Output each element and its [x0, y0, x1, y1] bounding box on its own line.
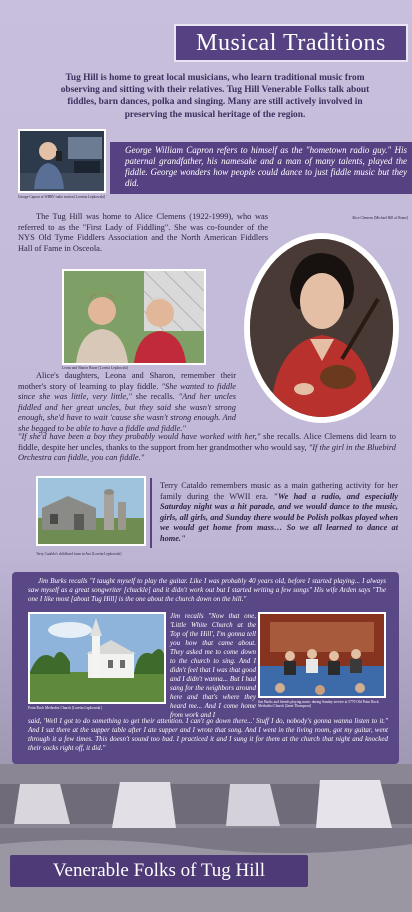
alice-portrait	[250, 239, 393, 417]
waterfall-art	[0, 764, 412, 912]
band-caption: Jim Burks and friends playing music during Sunday service at 5770 Old Point Rock Methodist Church [Janet Thompson]	[258, 700, 379, 709]
alice-paragraph-2	[18, 371, 236, 435]
george-photo-art	[20, 131, 104, 191]
footer-title: Venerable Folks of Tug Hill	[52, 860, 266, 881]
daughters-photo-art	[64, 271, 204, 363]
footer-banner	[10, 855, 308, 887]
alice-p3-mid: she recalls. Alice Clemens did learn to fiddle, despite her uncles, thanks to the support from her grandmother who would say,	[18, 432, 396, 452]
daughters-photo	[62, 269, 206, 365]
daughters-caption: Leona and Sharon Bauer [Loretta Lepkowski]	[62, 366, 129, 370]
terry-quote: "We had a radio, and especially Saturday night was a hit parade, and we would dance to the music, girls, all girls, and Sunday there would be Polish polkas played when we would get home from mass… So we all learned to dance at home."	[160, 491, 398, 543]
band-photo	[258, 612, 386, 698]
terry-text-start: Terry Cataldo remembers music as a main gathering activity for her family during the WWII era.	[160, 481, 398, 501]
alice-paragraph-3	[18, 432, 396, 464]
farm-photo-art	[38, 478, 144, 544]
terry-accent-bar	[150, 478, 152, 548]
intro-text: Tug Hill is home to great local musicians, who learn traditional music from observing and sitting with their relatives. Tug Hill Venerable Folks talk about fiddles, barn dances, polka and singing. Many are still actively involved in preserving the musical heritage of the region.	[60, 73, 370, 120]
alice-portrait-frame	[244, 233, 399, 423]
alice-p2-start: Alice's daughters, Leona and Sharon, remember their mother's story of learning to play fiddle.	[18, 371, 236, 391]
alice-p2-quote: "She wanted to fiddle since she was little, very little,"	[18, 381, 237, 402]
farm-photo	[36, 476, 146, 546]
terry-text	[160, 481, 398, 545]
jim-paragraph-1: Jim Burks recalls "I taught myself to play the guitar. Like I was probably 40 years old, before I started playing... I always saw myself as a great songwriter [chuckle] and it didn't work out but I started writing a few songs" His wife Arden says "The one I like most [about Tug Hill] is the one about the church down on the hill."	[28, 577, 386, 603]
band-photo-art	[260, 614, 384, 696]
alice-p3-quote: "If she'd have been a boy they probably would have worked with her,"	[18, 432, 261, 441]
church-photo-art	[30, 614, 164, 702]
jim-paragraph-3: said, 'Well I got to do something to get their attention. I can't go down there...' Stuff I do, nobody's gonna wanna listen to it." And I sat there at the supper table after I ate supper and I wrote that song. And I went in the living room, got my guitar, went through it a few times. This doesn't sound too bad. I practiced it and I sung it for them at the church that night and knocked their socks right off, it did."	[28, 717, 388, 752]
george-photo	[18, 129, 106, 193]
farm-caption: Terry Cataldo's childhood farm in Ava [Loretta Lepkowski]	[36, 552, 122, 556]
alice-p2-mid: she recalls.	[131, 392, 179, 402]
alice-p2-quote2: "And her uncles fiddled and her great uncles, but they said she wasn't strong enough, she'd have to wait 'cause she wasn't strong enough. And she begged to be able to have a fiddle and fiddle."	[18, 392, 236, 433]
title-banner	[174, 24, 408, 62]
alice-p3-quote2: "If the girl in the Bluebird Orchestra can fiddle, you can fiddle."	[18, 442, 396, 463]
waterfall-background	[0, 764, 412, 912]
alice-portrait-art	[250, 239, 393, 417]
alice-portrait-caption: Alice Clemens [Michael Hill of Rome]	[351, 216, 408, 220]
jim-paragraph-2: Jim recalls "Now that one, 'Little White Church at the Top of the Hill', I'm gonna tell you how that came about. They asked me to come down to the church to sing. And I didn't feel that I was that good and I didn't wanna... But I had sang for the neighbors around here and that's where they heard me... And I come home from work and I	[170, 612, 256, 719]
george-text: George William Capron refers to himself as the "hometown radio guy." His paternal grandfather, his namesake and a man of many talents, played the fiddle. George wonders how people could dance to just fiddle music but they did.	[125, 145, 407, 188]
page-title: Musical Traditions	[196, 30, 386, 56]
church-photo	[28, 612, 166, 704]
alice-paragraph-1: The Tug Hill was home to Alice Clemens (1922-1999), who was referred to as the "First Lady of Fiddling". She was co-founder of the NYS Old Tyme Fiddlers Association and the North American Fiddlers Hall of Fame in Osceola.	[18, 212, 268, 253]
george-caption: George Capron at WBRV radio station [Lorretta Lepkowski]	[18, 195, 106, 199]
church-caption: Point Rock Methodist Church [Loretta Lepkowski]	[28, 706, 102, 710]
